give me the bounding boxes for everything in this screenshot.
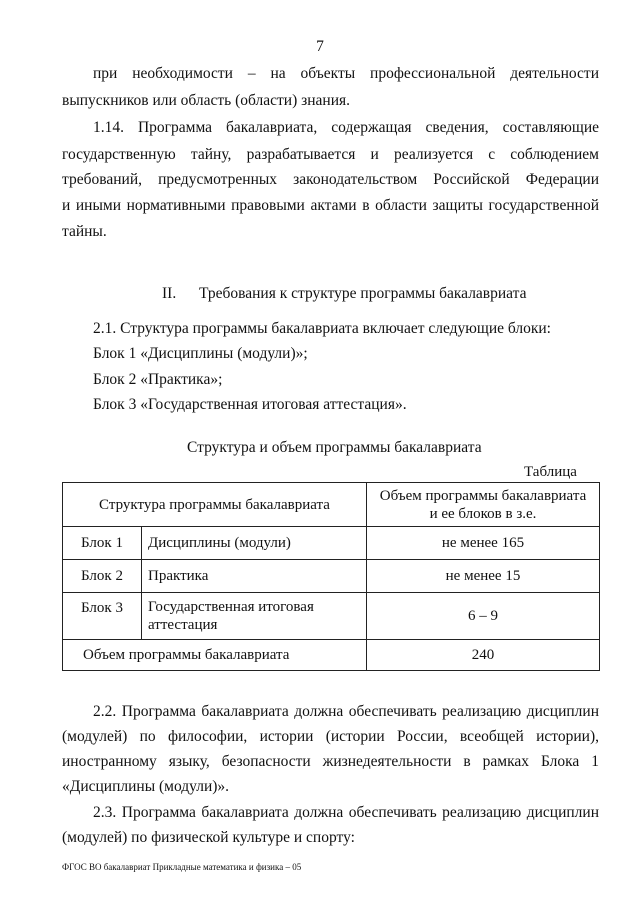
block-cell: Блок 3: [63, 593, 142, 640]
paragraph-line: при необходимости – на объекты профессиональной деятельности: [93, 65, 599, 82]
page-footer: ФГОС ВО бакалавриат Прикладные математика и физика – 05: [62, 862, 302, 872]
block-name-line: Государственная итоговая: [148, 599, 314, 615]
paragraph-line: 2.3. Программа бакалавриата должна обеспечивать реализацию дисциплин: [93, 804, 599, 821]
paragraph-line: 2.1. Структура программы бакалавриата включает следующие блоки:: [93, 320, 551, 337]
paragraph-line: «Дисциплины (модули)».: [62, 778, 230, 795]
paragraph-line: выпускников или область (области) знания.: [62, 92, 351, 109]
volume-cell: 6 – 9: [367, 593, 600, 640]
section-title: Требования к структуре программы бакалавриата: [199, 285, 527, 302]
paragraph-line: тайны.: [62, 223, 107, 240]
header-structure: Структура программы бакалавриата: [63, 483, 367, 527]
table-total-row: [63, 640, 600, 671]
paragraph-line: и иными нормативными правовыми актами в области защиты государственной: [62, 197, 599, 214]
table-header-row: [63, 483, 600, 527]
paragraph-line: 2.2. Программа бакалавриата должна обеспечивать реализацию дисциплин: [93, 703, 599, 720]
list-item: Блок 3 «Государственная итоговая аттестация».: [93, 396, 407, 413]
block-name-cell: [142, 593, 367, 640]
list-item: Блок 1 «Дисциплины (модули)»;: [93, 345, 308, 362]
paragraph-line: требований, предусмотренных законодательством Российской Федерации: [62, 171, 599, 188]
block-name-cell: Практика: [142, 560, 367, 593]
paragraph-line: 1.14. Программа бакалавриата, содержащая сведения, составляющие: [93, 119, 599, 136]
table-label: Таблица: [524, 464, 577, 480]
table-row: [63, 560, 600, 593]
list-item: Блок 2 «Практика»;: [93, 371, 223, 388]
paragraph-line: (модулей) по философии, истории (истории России, всеобщей истории),: [62, 728, 599, 745]
table-title: Структура и объем программы бакалавриата: [187, 439, 482, 456]
table-row: [63, 527, 600, 560]
header-volume-line: Объем программы бакалавриата: [379, 487, 587, 504]
block-name-line: аттестация: [148, 617, 218, 633]
structure-table: [62, 482, 600, 671]
paragraph-line: иностранному языку, безопасности жизнедеятельности в рамках Блока 1: [62, 753, 599, 770]
paragraph-line: государственную тайну, разрабатывается и реализуется с соблюдением: [62, 146, 599, 163]
header-volume-line: и ее блоков в з.е.: [429, 505, 537, 522]
block-cell: Блок 1: [63, 527, 142, 560]
total-value-cell: 240: [367, 640, 600, 671]
page-number: 7: [316, 38, 324, 55]
table-row: [63, 593, 600, 640]
volume-cell: не менее 15: [367, 560, 600, 593]
header-volume: [367, 483, 600, 527]
block-name-cell: Дисциплины (модули): [142, 527, 367, 560]
block-cell: Блок 2: [63, 560, 142, 593]
volume-cell: не менее 165: [367, 527, 600, 560]
total-label-cell: Объем программы бакалавриата: [63, 640, 367, 671]
section-number: II.: [162, 285, 177, 302]
paragraph-line: (модулей) по физической культуре и спорту:: [62, 829, 355, 846]
